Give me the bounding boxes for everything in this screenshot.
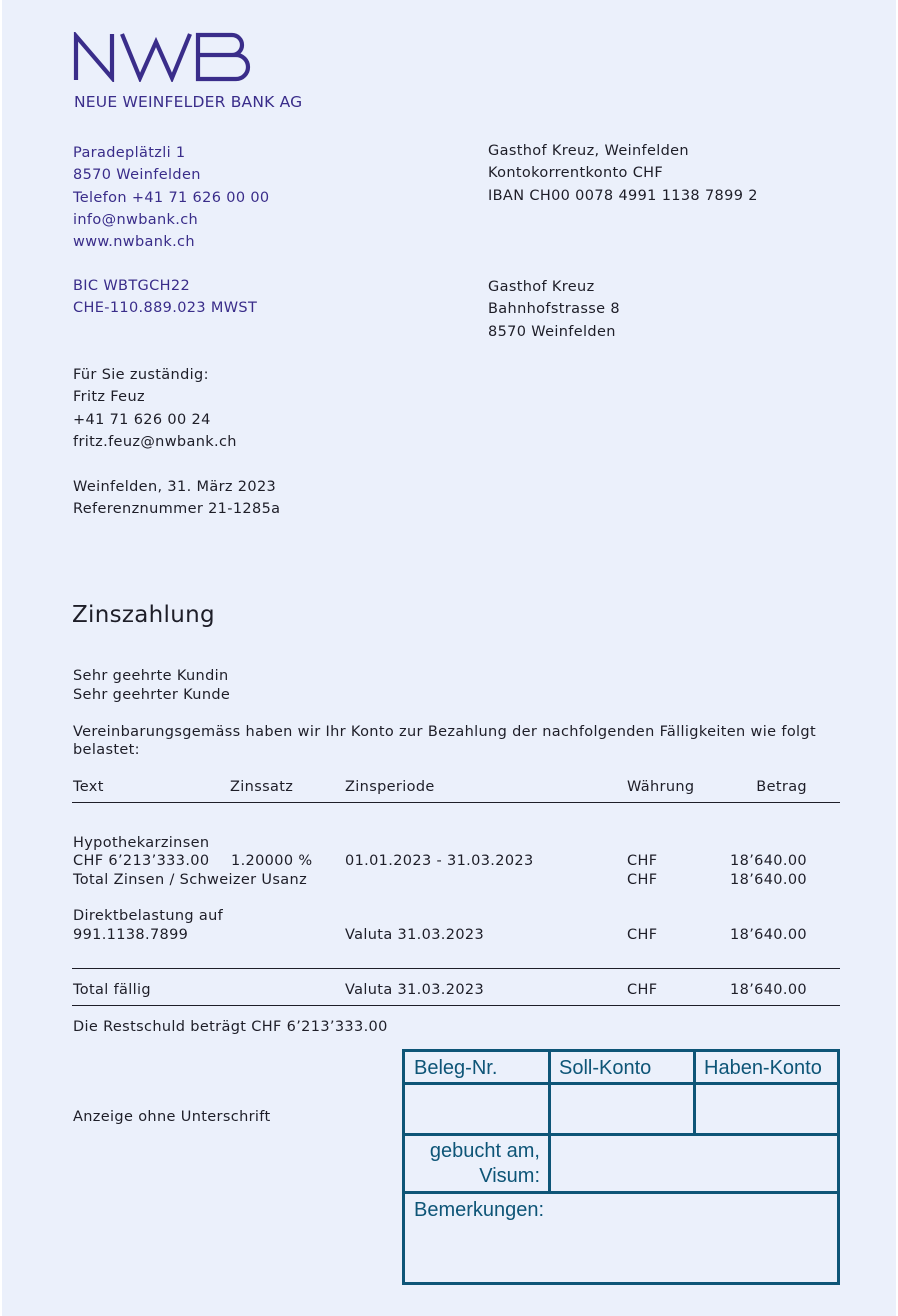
col-header-rate: Zinssatz xyxy=(230,779,294,795)
row2-amount: 18’640.00 xyxy=(730,872,807,888)
stamp-bemerkungen-label: Bemerkungen: xyxy=(414,1199,545,1221)
intro-line-2: belastet: xyxy=(73,742,140,758)
row3-currency: CHF xyxy=(627,927,658,943)
bank-name: NEUE WEINFELDER BANK AG xyxy=(74,93,303,111)
col-header-amount: Betrag xyxy=(756,779,807,795)
account-info xyxy=(488,140,758,207)
total-divider-bottom xyxy=(72,1005,840,1006)
account-holder: Gasthof Kreuz, Weinfelden xyxy=(488,143,689,159)
total-amount: 18’640.00 xyxy=(730,982,807,998)
reference-number: Referenznummer 21-1285a xyxy=(73,501,281,518)
stamp-line-v2 xyxy=(693,1052,696,1134)
date-reference xyxy=(73,476,280,521)
debit-label: Direktbelastung auf xyxy=(73,908,224,924)
stamp-visum-label: Visum: xyxy=(479,1165,540,1187)
address-phone: Telefon +41 71 626 00 00 xyxy=(73,189,270,206)
booking-stamp xyxy=(402,1049,840,1285)
row3-amount: 18’640.00 xyxy=(730,927,807,943)
salutation-2: Sehr geehrter Kunde xyxy=(73,687,231,703)
recipient-name: Gasthof Kreuz xyxy=(488,279,595,295)
bank-address xyxy=(73,142,270,253)
row1-rate: 1.20000 % xyxy=(231,853,313,869)
contact-label: Für Sie zuständig: xyxy=(73,367,209,383)
letter-date: Weinfelden, 31. März 2023 xyxy=(73,479,277,495)
contact-name: Fritz Feuz xyxy=(73,389,145,406)
vat-number: CHE-110.889.023 MWST xyxy=(73,300,258,317)
iban: IBAN CH00 0078 4991 1138 7899 2 xyxy=(488,187,758,204)
row3-text: 991.1138.7899 xyxy=(73,927,189,943)
col-header-text: Text xyxy=(73,779,104,795)
recipient-street: Bahnhofstrasse 8 xyxy=(488,301,620,318)
no-signature-note: Anzeige ohne Unterschrift xyxy=(73,1109,271,1125)
stamp-soll-label: Soll-Konto xyxy=(559,1057,652,1079)
total-text: Total fällig xyxy=(73,982,151,998)
address-street: Paradeplätzli 1 xyxy=(73,145,186,161)
stamp-haben-label: Haben-Konto xyxy=(704,1057,822,1079)
total-period: Valuta 31.03.2023 xyxy=(345,982,485,998)
bic: BIC WBTGCH22 xyxy=(73,278,191,294)
address-city: 8570 Weinfelden xyxy=(73,167,201,184)
col-header-period: Zinsperiode xyxy=(345,779,435,795)
remaining-debt: Die Restschuld beträgt CHF 6’213’333.00 xyxy=(73,1019,388,1035)
salutation-1: Sehr geehrte Kundin xyxy=(73,668,229,684)
stamp-gebucht-label: gebucht am, xyxy=(429,1140,540,1162)
address-email: info@nwbank.ch xyxy=(73,211,199,228)
mortgage-label: Hypothekarzinsen xyxy=(73,835,210,851)
stamp-beleg-label: Beleg-Nr. xyxy=(414,1057,498,1079)
row2-text: Total Zinsen / Schweizer Usanz xyxy=(73,872,308,888)
col-header-currency: Währung xyxy=(627,779,695,795)
bank-identifiers xyxy=(73,275,257,320)
row2-currency: CHF xyxy=(627,872,658,888)
row1-text: CHF 6’213’333.00 xyxy=(73,853,210,869)
letter-subject: Zinszahlung xyxy=(72,602,215,628)
stamp-line-v1 xyxy=(548,1052,551,1191)
header-divider xyxy=(72,802,840,803)
account-type: Kontokorrentkonto CHF xyxy=(488,165,664,182)
address-web: www.nwbank.ch xyxy=(73,234,195,251)
stamp-line-h1 xyxy=(405,1082,837,1085)
recipient-city: 8570 Weinfelden xyxy=(488,323,616,340)
total-currency: CHF xyxy=(627,982,658,998)
stamp-line-h3 xyxy=(405,1191,837,1194)
recipient-address xyxy=(488,276,620,343)
stamp-line-h2 xyxy=(405,1133,837,1136)
nwb-logo xyxy=(72,32,252,82)
total-divider-top xyxy=(72,968,840,969)
contact-person xyxy=(73,364,237,453)
intro-line-1: Vereinbarungsgemäss haben wir Ihr Konto zur Bezahlung der nachfolgenden Fälligkeiten wie folgt xyxy=(73,724,817,740)
row1-amount: 18’640.00 xyxy=(730,853,807,869)
row1-period: 01.01.2023 - 31.03.2023 xyxy=(345,853,534,869)
contact-phone: +41 71 626 00 24 xyxy=(73,411,211,428)
contact-email: fritz.feuz@nwbank.ch xyxy=(73,433,237,450)
row3-period: Valuta 31.03.2023 xyxy=(345,927,485,943)
row1-currency: CHF xyxy=(627,853,658,869)
